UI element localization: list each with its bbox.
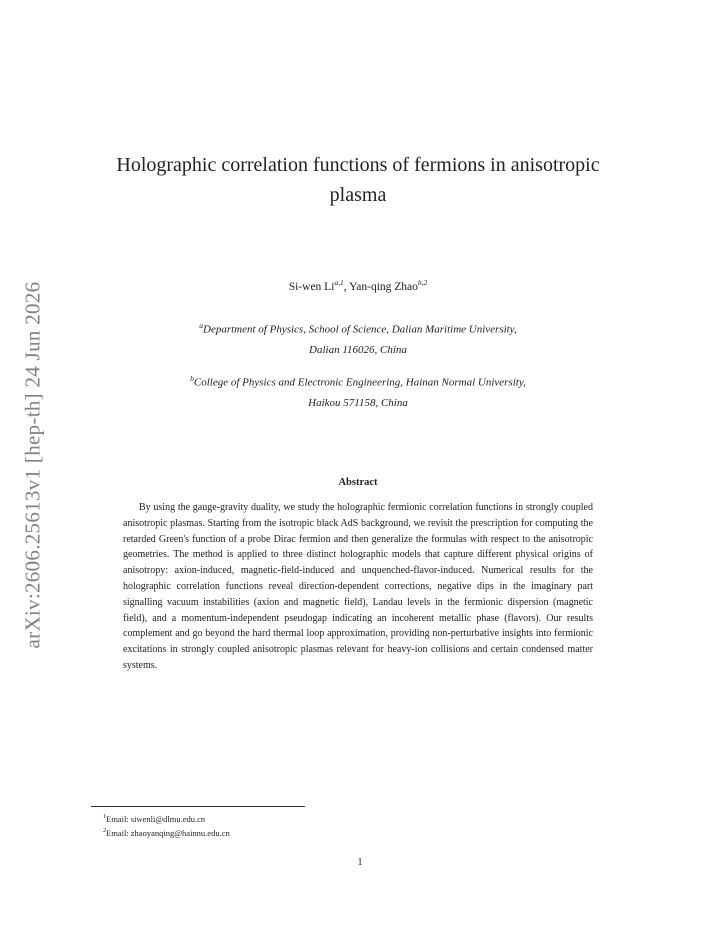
affiliation-mark: a <box>199 321 203 330</box>
footnote-text: Email: siwenli@dlmu.edu.cn <box>106 813 206 824</box>
author-separator: , <box>343 280 350 293</box>
affiliation-mark: b <box>190 374 194 383</box>
footnote-item <box>103 825 230 839</box>
paper-title: Holographic correlation functions of fermions in anisotropic plasma <box>116 154 600 206</box>
affiliation-line: College of Physics and Electronic Engineering, Hainan Normal University, <box>193 376 526 389</box>
author-affiliation-mark: a,1 <box>334 278 344 287</box>
abstract-heading: Abstract <box>338 477 378 488</box>
arxiv-identifier-stamp: arXiv:2606.25613v1 [hep-th] 24 Jun 2026 <box>20 281 45 649</box>
page-number: 1 <box>357 857 363 868</box>
affiliation-a <box>100 316 616 360</box>
affiliation-line: Haikou 571158, China <box>308 396 408 409</box>
author-affiliation-mark: b,2 <box>417 278 428 287</box>
footnote-mark: 1 <box>103 814 106 820</box>
abstract-text: By using the gauge-gravity duality, we study the holographic fermionic correlation functions in strongly coupled anisotropic plasmas. Starting from the isotropic black AdS background, we revisit the prescription for computing the retarded Green's function of a probe Dirac fermion and then generalize the formulas with respect to the anisotropic geometries. The method is applied to three distinct holographic models that capture different physical origins of anisotropy: axion-induced, magnetic-field-induced and unquenched-flavor-induced. Numerical results for the holographic correlation functions reveal direction-dependent corrections, negative dips in the imaginary part signalling vacuum instabilities (axion and magnetic field), Landau levels in the fermionic dispersion (magnetic field), and a momentum-independent pseudogap indicating an incoherent metallic phase (flavors). Our results complement and go beyond the hard thermal loop approximation, providing non-perturbative insights into fermionic excitations in strongly coupled anisotropic plasmas relevant for heavy-ion collisions and certain condensed matter systems. <box>123 502 593 671</box>
footnotes <box>103 811 230 840</box>
affiliation-b <box>100 369 616 413</box>
affiliation-line: Department of Physics, School of Science, Dalian Maritime University, <box>203 323 517 336</box>
footnote-divider <box>91 806 305 807</box>
author-name: Si-wen Li <box>288 280 335 293</box>
author-list <box>100 278 616 293</box>
footnote-text: Email: zhaoyanqing@hainnu.edu.cn <box>106 828 230 839</box>
footnote-mark: 2 <box>103 828 106 835</box>
affiliation-line: Dalian 116026, China <box>309 343 407 356</box>
author-name: Yan-qing Zhao <box>349 280 418 293</box>
footnote-item <box>103 811 230 825</box>
